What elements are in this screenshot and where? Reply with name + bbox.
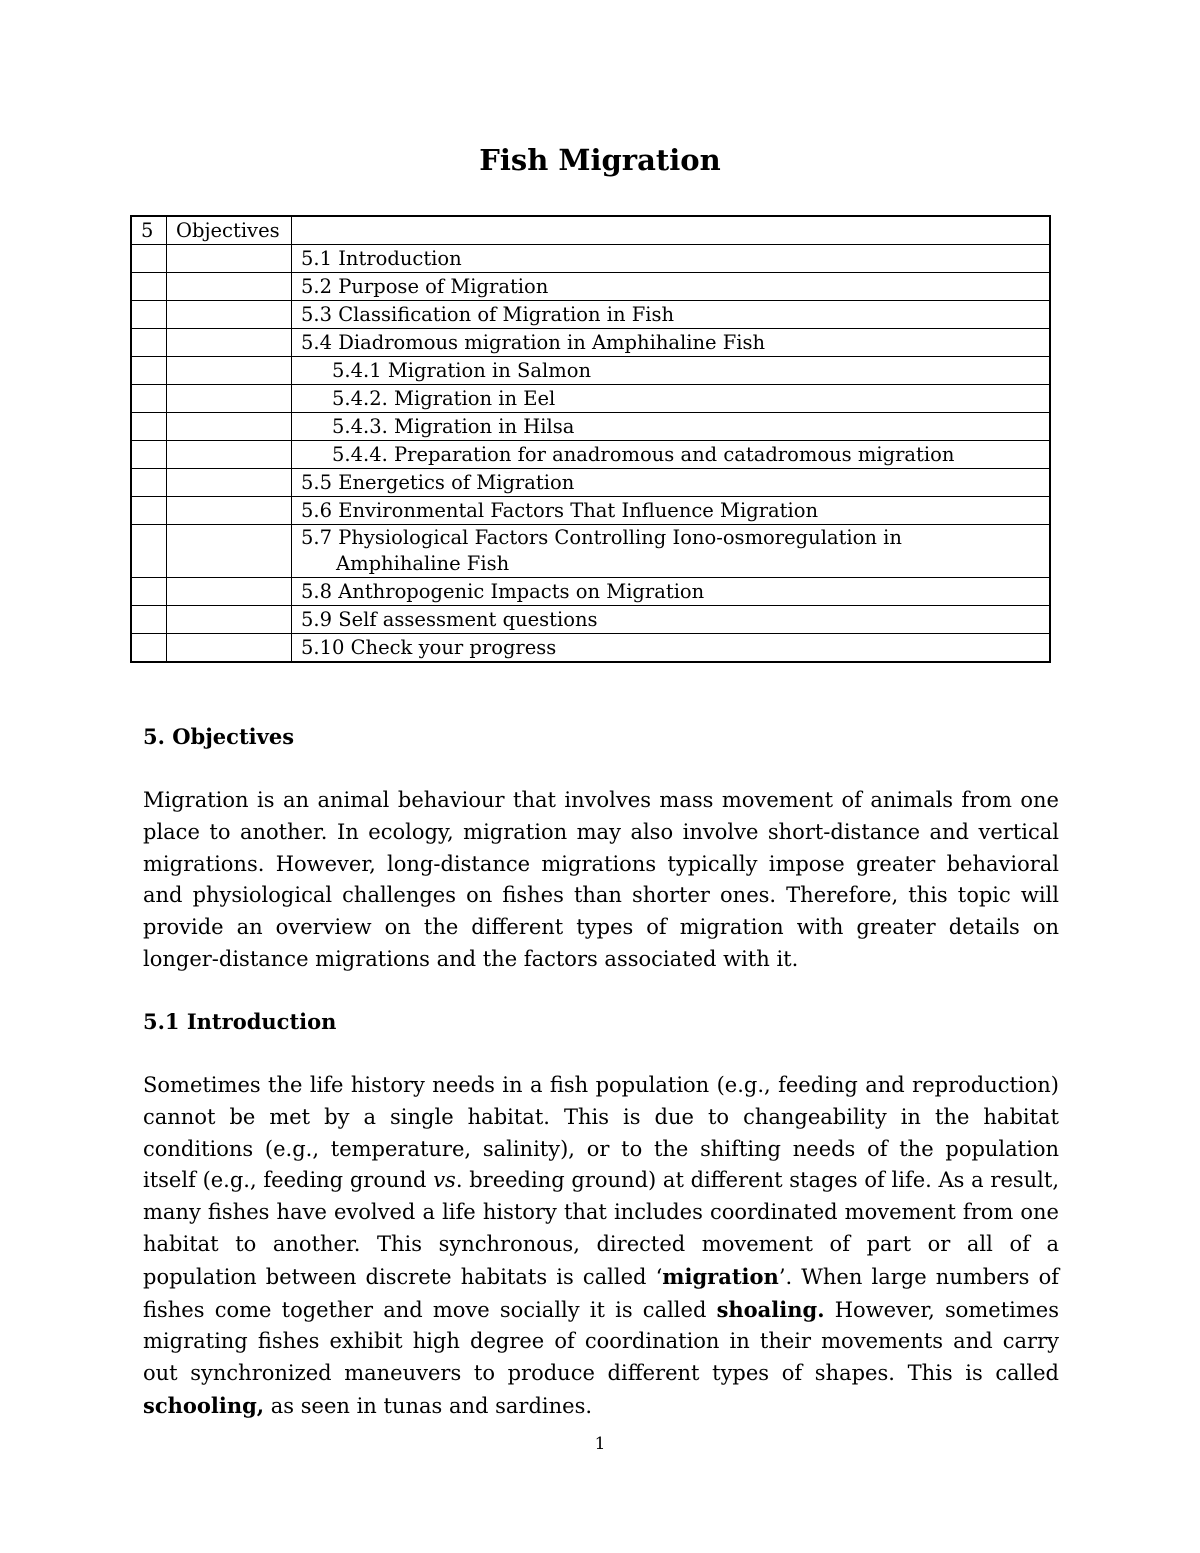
toc-entry: 5.8 Anthropogenic Impacts on Migration xyxy=(292,578,1051,606)
toc-header-row xyxy=(131,216,1050,245)
toc-row xyxy=(131,329,1050,357)
objectives-heading: 5. Objectives xyxy=(143,724,295,749)
italic-vs: vs xyxy=(433,1168,456,1193)
toc-entry: 5.10 Check your progress xyxy=(292,634,1051,663)
toc-entry: 5.9 Self assessment questions xyxy=(292,606,1051,634)
toc-row xyxy=(131,441,1050,469)
toc-row xyxy=(131,634,1050,663)
document-title: Fish Migration xyxy=(479,143,721,177)
introduction-paragraph: Sometimes the life history needs in a fish population (e.g., feeding and reproduction) cannot be met by a single habitat. This is due to changeability in the habitat conditions (e.g., temperature, salinity), or to the shifting needs of the population itself (e.g., feeding ground vs. breeding ground) at different stages of life. As a result, many fishes have evolved a life history that includes coordinated movement from one habitat to another. This synchronous, directed movement of part or all of a population between discrete habitats is called ‘migration’. When large numbers of fishes come together and move socially it is called shoaling. However, sometimes migrating fishes exhibit high degree of coordination in their movements and carry out synchronized maneuvers to produce different types of shapes. This is called schooling, as seen in tunas and sardines. xyxy=(143,1073,1060,1418)
term-schooling: schooling, xyxy=(143,1392,265,1418)
toc-empty-cell xyxy=(292,216,1051,245)
toc-row xyxy=(131,606,1050,634)
toc-row xyxy=(131,413,1050,441)
toc-entry: 5.4 Diadromous migration in Amphihaline Fish xyxy=(292,329,1051,357)
toc-row xyxy=(131,525,1050,578)
toc-entry: 5.4.3. Migration in Hilsa xyxy=(292,413,1051,441)
term-migration: migration xyxy=(662,1263,779,1289)
toc-row xyxy=(131,357,1050,385)
term-shoaling: shoaling. xyxy=(716,1296,825,1322)
objectives-paragraph: Migration is an animal behaviour that involves mass movement of animals from one place to another. In ecology, migration may also involve short-distance and vertical migrations. However, long-distance migrations typically impose greater behavioral and physiological challenges on fishes than shorter ones. Therefore, this topic will provide an overview on the different types of migration with greater details on longer-distance migrations and the factors associated with it. xyxy=(143,788,1059,971)
toc-entry-continuation: Amphihaline Fish xyxy=(336,552,510,575)
toc-entry-line: 5.7 Physiological Factors Controlling Iono-osmoregulation in xyxy=(301,526,902,549)
toc-row xyxy=(131,497,1050,525)
toc-row xyxy=(131,469,1050,497)
toc-row xyxy=(131,273,1050,301)
toc-row xyxy=(131,385,1050,413)
toc-row xyxy=(131,301,1050,329)
toc-row xyxy=(131,578,1050,606)
toc-entry xyxy=(292,525,1051,578)
toc-entry: 5.4.4. Preparation for anadromous and catadromous migration xyxy=(292,441,1051,469)
toc-row xyxy=(131,245,1050,273)
toc-section-number: 5 xyxy=(131,216,167,245)
toc-entry: 5.2 Purpose of Migration xyxy=(292,273,1051,301)
toc-section-label: Objectives xyxy=(167,216,292,245)
toc-entry: 5.6 Environmental Factors That Influence Migration xyxy=(292,497,1051,525)
toc-entry: 5.4.1 Migration in Salmon xyxy=(292,357,1051,385)
introduction-heading: 5.1 Introduction xyxy=(143,1009,337,1034)
page-number: 1 xyxy=(594,1434,606,1454)
toc-entry: 5.5 Energetics of Migration xyxy=(292,469,1051,497)
toc-entry: 5.3 Classification of Migration in Fish xyxy=(292,301,1051,329)
toc-entry: 5.1 Introduction xyxy=(292,245,1051,273)
toc-entry: 5.4.2. Migration in Eel xyxy=(292,385,1051,413)
table-of-contents xyxy=(130,215,1051,663)
